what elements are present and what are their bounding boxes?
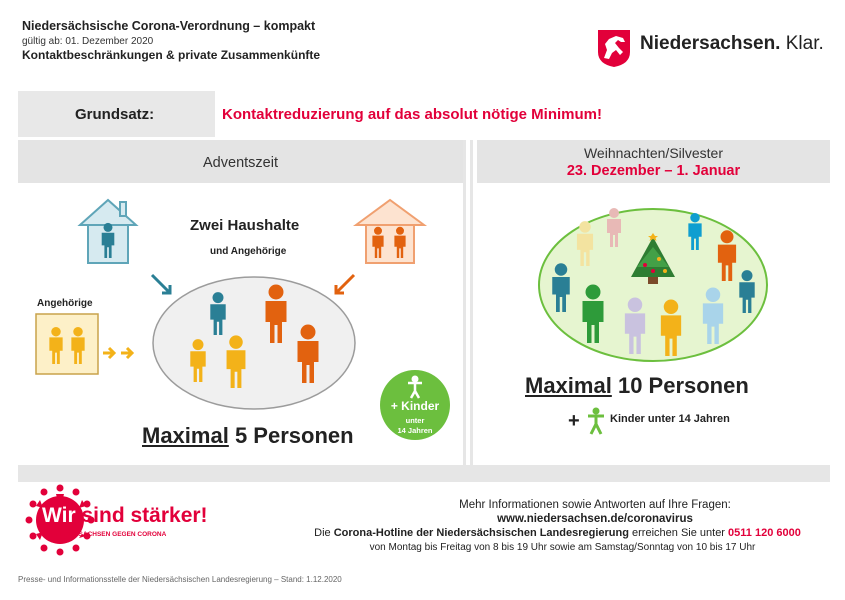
info-line-1: Mehr Informationen sowie Antworten auf Ihre Fragen: [459,499,731,511]
advent-max-persons: Maximal 5 Personen [142,423,354,448]
document-title: Niedersächsische Corona-Verordnung – kompakt [22,19,316,33]
christmas-kinder-text: Kinder unter 14 Jahren [610,413,730,425]
relatives-side-label: Angehörige [37,298,93,309]
christmas-gathering-ellipse [539,209,767,361]
bottom-band [18,465,830,482]
column-divider [470,140,473,466]
kinder-badge-line1: + Kinder [390,399,440,413]
christmas-illustration [477,185,830,370]
relatives-box-icon [36,314,98,374]
relatives-label: und Angehörige [210,246,287,257]
niedersachsen-horse-logo-icon [596,28,632,68]
child-icon [412,376,419,383]
niedersachsen-wordmark: Niedersachsen. Klar. [640,33,824,54]
kinder-badge-line2: unter [405,416,425,425]
household-house-icon [80,200,136,263]
footer-credit: Presse- und Informationsstelle der Niedersächsischen Landesregierung – Stand: 1.12.2020 [18,575,342,584]
hotline-hours: von Montag bis Freitag von 8 bis 19 Uhr sowie am Samstag/Sonntag von 10 bis 17 Uhr [369,542,756,553]
christmas-heading: Weihnachten/Silvester [583,145,724,161]
valid-from-date: gültig ab: 01. Dezember 2020 [22,36,154,47]
christmas-max-persons: Maximal 10 Personen [525,373,749,398]
advent-heading: Adventszeit [203,155,278,171]
plus-sign: + [568,410,580,432]
hotline-line: Die Corona-Hotline der Niedersächsischen Landesregierung erreichen Sie unter 0511 120 6000 [314,527,801,539]
kinder-badge-line3: 14 Jahren [397,426,433,435]
hotline-phone[interactable]: 0511 120 6000 [728,527,801,539]
kinder-badge [380,370,450,440]
info-url-link[interactable]: www.niedersachsen.de/coronavirus [497,513,693,525]
document-subtitle: Kontaktbeschränkungen & private Zusammenkünfte [22,48,321,62]
grundsatz-label: Grundsatz: [75,106,155,123]
two-households-label: Zwei Haushalte [190,217,300,234]
campaign-tagline: NIEDERSACHSEN GEGEN CORONA [54,531,167,538]
gathering-ellipse [153,277,355,409]
campaign-slogan: Wir sind stärker! [42,504,208,527]
child-icon [586,407,606,435]
christmas-dates: 23. Dezember – 1. Januar [566,163,741,179]
column-divider [463,140,466,466]
grundsatz-text: Kontaktreduzierung auf das absolut nötige Minimum! [222,106,603,123]
household-house-icon [356,200,424,263]
